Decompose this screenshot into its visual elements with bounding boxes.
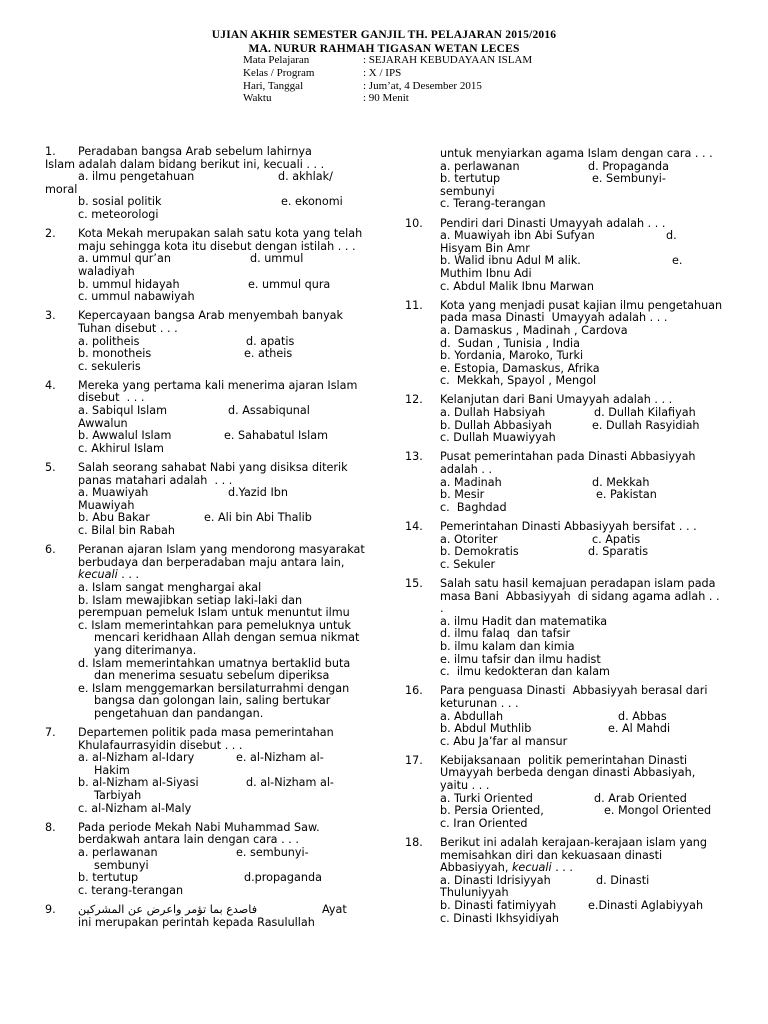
option: e. Dullah Rasyidiah: [592, 418, 700, 432]
option-wrap: Hisyam Bin Amr: [440, 241, 530, 255]
option: c. Abdul Malik Ibnu Marwan: [440, 279, 594, 293]
meta-value: : SEJARAH KEBUDAYAAN ISLAM: [363, 54, 533, 66]
question-text: Pemerintahan Dinasti Abbasiyyah bersifat . . .: [440, 520, 697, 533]
option-wrap: sembunyi: [94, 858, 149, 872]
question-number: 10.: [405, 216, 423, 230]
question-text: Kebijaksanaan politik pemerintahan Dinasti Umayyah berbeda dengan dinasti Abbasiyah, yaitu . . .: [440, 753, 706, 793]
option: a. Turki Oriented: [440, 791, 533, 805]
question-text: Departemen politik pada masa pemerintahan Khulafaurrasyidin disebut . . .: [78, 726, 338, 752]
question-text: [405, 837, 725, 875]
option: d. apatis: [246, 334, 295, 348]
option: b. Abu Bakar: [78, 511, 150, 525]
option-row: [78, 171, 367, 184]
option: c. Bilal bin Rabah: [78, 524, 175, 537]
option: b. Dullah Abbasiyah: [440, 418, 552, 432]
question-number: 9.: [45, 903, 56, 916]
option: e. Sembunyi-: [592, 172, 666, 186]
option: b. Walid ibnu Adul M alik.: [440, 254, 581, 268]
option-row: [440, 407, 725, 420]
left-column: [45, 146, 367, 936]
options: [45, 336, 367, 374]
option: b. Yordania, Maroko, Turki: [440, 349, 584, 363]
option: d. Propaganda: [588, 159, 669, 173]
option: e. ekonomi: [281, 195, 343, 209]
option-row: [440, 489, 725, 502]
question-text: [45, 904, 367, 917]
option: a. al-Nizham al-Idary: [78, 751, 195, 765]
question-6: [45, 544, 367, 720]
option: e. Pakistan: [596, 488, 657, 502]
option-row: [440, 173, 725, 186]
question-number: 17.: [405, 753, 423, 767]
option: d. Sudan , Tunisia , India: [440, 336, 581, 350]
question-12: [405, 394, 725, 444]
option: c. Dullah Muawiyyah: [440, 431, 556, 445]
option: c. al-Nizham al-Maly: [78, 801, 192, 815]
options: [45, 847, 367, 897]
option: a. Muawiyah: [78, 486, 149, 500]
option-row: [440, 723, 725, 736]
option: e. al-Nizham al-: [236, 751, 324, 765]
option: b. Islam mewajibkan setiap laki-laki dan perempuan pemeluk Islam untuk menuntut ilmu: [78, 593, 350, 620]
question-text: Pada periode Mekah Nabi Muhammad Saw. berdakwah antara lain dengan cara . . .: [78, 820, 324, 847]
option: a. Dullah Habsiyah: [440, 406, 546, 420]
options: [405, 161, 725, 211]
question-text: Mereka yang pertama kali menerima ajaran Islam disebut . . .: [78, 378, 361, 405]
question-8: [45, 822, 367, 898]
option: d. Sparatis: [588, 545, 649, 559]
options: [45, 253, 367, 303]
option: b. Mesir: [440, 488, 485, 502]
question-text: Kepercayaan bangsa Arab menyembah banyak Tuhan disebut . . .: [78, 309, 347, 335]
question-text: Salah seorang sahabat Nabi yang disiksa diterik panas matahari adalah . . .: [78, 461, 352, 487]
meta-label: Mata Pelajaran: [243, 54, 310, 66]
option-row: [78, 847, 367, 860]
question-number: 6.: [45, 543, 56, 557]
option: a. Damaskus , Madinah , Cardova: [440, 323, 628, 337]
question-number: 8.: [45, 820, 56, 834]
options: [45, 752, 367, 815]
option: a. ilmu pengetahuan: [78, 170, 195, 184]
meta-value: : 90 Menit: [363, 92, 409, 105]
option: b. Persia Oriented,: [440, 804, 544, 818]
option-wrap: Thuluniyyah: [440, 886, 509, 900]
options: [45, 196, 367, 221]
options: [405, 477, 725, 515]
question-11: [405, 300, 725, 388]
options: [405, 616, 725, 679]
option: d. Abbas: [618, 709, 667, 723]
option: e. ummul qura: [248, 277, 331, 291]
question-15: [405, 578, 725, 679]
question-text-end: . . .: [551, 861, 573, 875]
option-wrap: moral: [45, 182, 78, 196]
exam-meta: [243, 54, 532, 105]
option-wrap: Hakim: [94, 763, 130, 777]
question-number: 1.: [45, 145, 56, 158]
option: d. al-Nizham al-: [246, 776, 334, 790]
option: e. ilmu tafsir dan ilmu hadist: [440, 652, 601, 666]
question-text: Kota Mekah merupakan salah satu kota yang telah maju sehingga kota itu disebut dengan istilah . . .: [78, 227, 366, 253]
question-text-ayat: Ayat: [322, 903, 347, 916]
question-text: untuk menyiarkan agama Islam dengan cara . . .: [440, 147, 713, 160]
option: e. Ali bin Abi Thalib: [204, 511, 312, 525]
options: [405, 534, 725, 572]
meta-row-date: [243, 80, 532, 93]
question-text: Kota yang menjadi pusat kajian ilmu pengetahuan pada masa Dinasti Umayyah adalah . . .: [440, 298, 726, 325]
option: b. Abdul Muthlib: [440, 722, 532, 736]
option: d. Dullah Kilafiyah: [594, 406, 696, 420]
meta-row-time: [243, 92, 532, 105]
question-text: Pusat pemerintahan pada Dinasti Abbasiyyah adalah . .: [440, 450, 700, 477]
option: a. Sabiqul Islam: [78, 404, 167, 418]
question-number: 18.: [405, 836, 423, 850]
option-wrap: Muthim Ibnu Adi: [440, 266, 532, 280]
option: e.: [672, 254, 683, 268]
option: e.Dinasti Aglabiyyah: [588, 899, 704, 912]
question-text-cont: ini merupakan perintah kepada Rasulullah: [78, 915, 315, 929]
option: c. Abu Ja’far al mansur: [440, 734, 568, 748]
options: [405, 875, 725, 925]
option-wrap: Awwalun: [78, 416, 128, 430]
option: c. sekuleris: [78, 359, 141, 373]
option: b. ummul hidayah: [78, 277, 180, 291]
option: c. Terang-terangan: [440, 197, 546, 211]
options: [405, 230, 725, 293]
question-16: [405, 685, 725, 748]
school-name: MA. NURUR RAHMAH TIGASAN WETAN LECES: [248, 43, 520, 55]
option: c. Sekuler: [440, 557, 496, 571]
option: d. Mekkah: [592, 475, 650, 489]
option: c. ilmu kedokteran dan kalam: [440, 665, 610, 679]
question-text: Peradaban bangsa Arab sebelum lahirnya: [78, 145, 312, 158]
question-4: [45, 380, 367, 456]
option: d. Arab Oriented: [594, 791, 687, 805]
option: d.Yazid Ibn: [228, 486, 288, 500]
options: [405, 325, 725, 388]
option: b. al-Nizham al-Siyasi: [78, 776, 199, 790]
option-row: [78, 405, 367, 418]
option-row: [78, 487, 367, 500]
option: c. Islam memerintahkan para pemeluknya untuk mencari keridhaan Allah dengan semua nikmat yang diterimanya.: [78, 618, 363, 657]
question-10: [405, 218, 725, 294]
question-text-kecuali: kecuali: [78, 568, 118, 582]
options: [45, 487, 367, 537]
question-1: [45, 146, 367, 222]
question-number: 11.: [405, 298, 423, 312]
option: b. sosial politik: [78, 195, 162, 209]
option: c. Mekkah, Spayol , Mengol: [440, 374, 597, 388]
option: d.: [666, 229, 677, 243]
right-column: [405, 148, 725, 932]
option: a. Muawiyah ibn Abi Sufyan: [440, 229, 595, 243]
question-5: [45, 462, 367, 538]
option: e. atheis: [244, 347, 293, 361]
question-number: 12.: [405, 393, 423, 407]
option: a. ummul qur’an: [78, 252, 171, 266]
option-row: [78, 752, 367, 765]
option: e. Estopia, Damaskus, Afrika: [440, 361, 600, 375]
exam-title: UJIAN AKHIR SEMESTER GANJIL TH. PELAJARAN 2015/2016: [211, 29, 557, 41]
option: b. Demokratis: [440, 545, 519, 559]
option-row: [440, 230, 725, 243]
option: a. Abdullah: [440, 709, 504, 723]
option: c. Baghdad: [440, 500, 507, 514]
question-text-main: Peranan ajaran Islam yang mendorong masyarakat berbudaya dan berperadaban maju antara lain,: [78, 543, 369, 569]
option: a. ilmu Hadit dan matematika: [440, 614, 608, 628]
option-wrap: waladiyah: [78, 264, 135, 278]
question-number: 7.: [45, 726, 56, 740]
options: [405, 711, 725, 749]
question-text-end: . . .: [117, 568, 140, 582]
meta-label: Waktu: [243, 92, 272, 105]
option: b. tertutup: [440, 172, 501, 186]
option-row: [440, 546, 725, 559]
option: d. ilmu falaq dan tafsir: [440, 627, 571, 641]
option: e. sembunyi-: [236, 846, 309, 860]
option: c. Dinasti Ikhsyidiyah: [440, 911, 560, 925]
option: a. perlawanan: [440, 159, 520, 173]
option: d. akhlak/: [278, 170, 333, 184]
question-7: [45, 727, 367, 815]
option: d. ummul: [250, 252, 304, 266]
option: e. Islam menggemarkan bersilaturrahmi dengan bangsa dan golongan lain, saling bertukar pengetahuan dan pandangan.: [78, 681, 353, 720]
question-number: 5.: [45, 461, 56, 475]
question-number: 2.: [45, 227, 56, 241]
question-number: 14.: [405, 520, 423, 533]
option: d. Islam memerintahkan umatnya bertaklid buta dan menerima sesuatu sebelum diperiksa: [78, 656, 354, 683]
option: a. politheis: [78, 334, 140, 348]
question-18: [405, 837, 725, 925]
question-number: 3.: [45, 309, 56, 323]
question-13: [405, 451, 725, 514]
question-2: [45, 228, 367, 304]
option: b. Dinasti fatimiyyah: [440, 899, 557, 912]
question-number: 15.: [405, 576, 423, 590]
options: [405, 407, 725, 445]
question-text-kecuali: kecuali: [511, 861, 552, 875]
options: [45, 582, 367, 721]
option: c. meteorologi: [78, 207, 159, 221]
option: a. Islam sangat menghargai akal: [78, 580, 262, 594]
question-14: [405, 521, 725, 571]
option: c. Akhirul Islam: [78, 441, 164, 455]
option: c. Apatis: [592, 532, 641, 546]
option-row: [440, 805, 725, 818]
question-17: [405, 755, 725, 831]
option: b. Awwalul Islam: [78, 429, 172, 443]
options: [405, 793, 725, 831]
question-text: Para penguasa Dinasti Abbasiyyah berasal dari keturunan . . .: [440, 684, 711, 710]
option: a. Otoriter: [440, 532, 498, 546]
option: e. Sahabatul Islam: [224, 429, 328, 443]
option: a. perlawanan: [78, 846, 158, 860]
option-wrap: Tarbiyah: [94, 789, 142, 803]
meta-value: : Jum’at, 4 Desember 2015: [363, 79, 482, 92]
option: a. Madinah: [440, 475, 502, 489]
option: c. terang-terangan: [78, 883, 184, 897]
question-text: Salah satu hasil kemajuan peradapan islam pada masa Bani Abbasiyyah di sidang agama adlah . . .: [440, 576, 724, 616]
question-3: [45, 310, 367, 373]
question-text: Kelanjutan dari Bani Umayyah adalah . . .: [440, 393, 673, 407]
option-row: [78, 872, 367, 885]
option: e. Mongol Oriented: [604, 804, 712, 818]
option: d. Dinasti: [596, 873, 650, 887]
question-number: 16.: [405, 684, 423, 698]
meta-label: Hari, Tanggal: [243, 79, 304, 92]
meta-value: : X / IPS: [363, 66, 402, 79]
option-row: [78, 348, 367, 361]
option-row: [440, 900, 725, 913]
option: b. ilmu kalam dan kimia: [440, 639, 575, 653]
question-9-continued: [405, 148, 725, 211]
question-text: [45, 544, 367, 582]
option: a. Dinasti Idrisiyyah: [440, 873, 551, 887]
option-wrap: Muawiyah: [78, 498, 135, 512]
option: d.propaganda: [244, 871, 322, 885]
meta-label: Kelas / Program: [243, 66, 315, 79]
question-text-main: Berikut ini adalah kerajaan-kerajaan islam yang memisahkan diri dan kekuasaan dinasti Abbasiyyah,: [440, 836, 711, 875]
option: b. monotheis: [78, 347, 152, 361]
options: [45, 171, 367, 184]
arabic-verse: فاصدع بما تؤمر واعرض عن المشركين: [78, 903, 258, 916]
meta-row-subject: [243, 54, 532, 67]
question-9: [45, 904, 367, 929]
question-number: 13.: [405, 450, 423, 464]
option-row: [78, 430, 367, 443]
meta-row-class: [243, 67, 532, 80]
option: c. ummul nabawiyah: [78, 290, 195, 304]
question-text-cont: Islam adalah dalam bidang berikut ini, kecuali . . .: [45, 157, 325, 171]
exam-header: [0, 28, 768, 56]
option: d. Assabiqunal: [228, 404, 310, 418]
option-wrap: sembunyi: [440, 184, 495, 198]
question-text: Pendiri dari Dinasti Umayyah adalah . . .: [440, 216, 666, 230]
options: [45, 405, 367, 455]
question-number: 4.: [45, 378, 56, 392]
option: c. Iran Oriented: [440, 816, 528, 830]
option: e. Al Mahdi: [608, 722, 671, 736]
option: b. tertutup: [78, 871, 139, 885]
